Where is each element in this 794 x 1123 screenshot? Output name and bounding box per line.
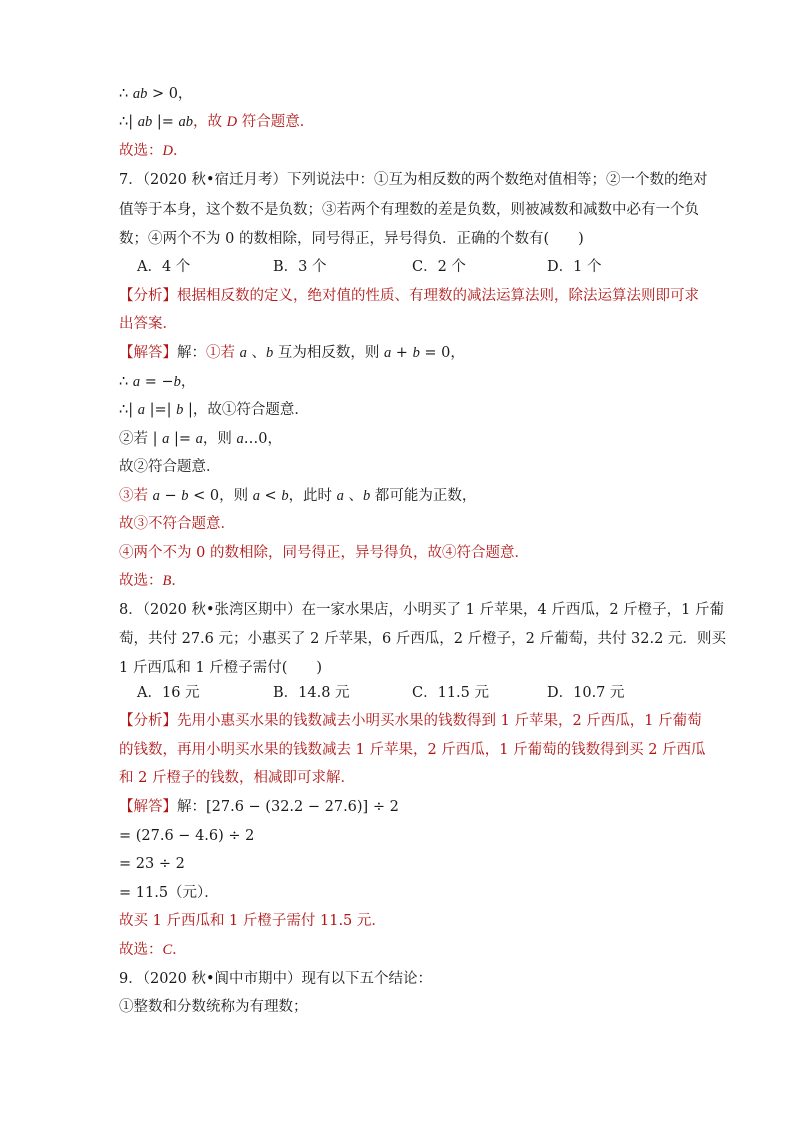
text-line-l24: [119, 740, 706, 760]
text-run: 数；④两个不为 0 的数相除，同号得正，异号得负．正确的个数有( ): [119, 231, 584, 247]
text-run: a: [236, 431, 244, 447]
text-run: 【分析】根据相反数的定义，绝对值的性质、有理数的减法运算法则，除法运算法则即可求: [119, 288, 699, 304]
text-line-l13: [119, 429, 282, 449]
text-run: a: [336, 488, 344, 504]
text-run: a: [152, 488, 160, 504]
text-run: |，故①符合题意．: [183, 402, 309, 418]
text-run: b: [281, 488, 289, 504]
text-run: 、: [246, 345, 266, 361]
q8-option-0: A．16 元: [137, 685, 200, 701]
text-run: < 0，则: [188, 488, 253, 504]
q8-option-1: B．14.8 元: [273, 685, 350, 701]
text-run: ，故: [193, 114, 227, 130]
text-run: 【解答】: [119, 345, 177, 361]
text-line-l28: [119, 854, 185, 874]
text-run: …0，: [243, 431, 282, 447]
text-run: 和 2 斤橙子的钱数，相减即可求解．: [119, 770, 355, 786]
text-line-l21: [119, 658, 322, 678]
text-run: ab: [178, 114, 193, 130]
text-line-l8: [119, 286, 699, 306]
text-run: D: [162, 143, 173, 159]
text-run: a: [162, 431, 170, 447]
text-run: = −: [140, 374, 174, 390]
text-run: ③若: [119, 488, 153, 504]
text-line-l5: [119, 200, 699, 220]
text-run: b: [412, 345, 420, 361]
text-run: b: [176, 402, 184, 418]
q7-option-2: C．2 个: [412, 259, 466, 275]
q8-option-3: D．10.7 元: [547, 685, 625, 701]
text-line-l1: [119, 84, 192, 104]
text-run: ①整数和分数统称为有理数；: [119, 999, 308, 1015]
text-run: 7．（2020 秋•宿迁月考）下列说法中：①互为相反数的两个数绝对值相等；②一个数的绝对: [119, 172, 708, 188]
text-line-l15: [119, 486, 476, 506]
text-line-l31: [119, 940, 187, 960]
text-run: a: [137, 402, 145, 418]
text-run: = 0，: [419, 345, 465, 361]
text-run: 萄，共付 27.6 元；小惠买了 2 斤苹果，6 斤西瓜，2 斤橙子，2 斤葡萄，共付 32.2 元．则买: [119, 631, 726, 647]
text-line-l6: [119, 229, 584, 249]
text-run: b: [181, 488, 189, 504]
text-run: 都可能为正数，: [370, 488, 477, 504]
text-run: a: [239, 345, 247, 361]
text-run: ∴: [119, 86, 133, 102]
text-line-l32: [119, 969, 432, 989]
text-run: <: [259, 488, 282, 504]
text-line-l19: [119, 600, 724, 620]
text-run: ④两个不为 0 的数相除，同号得正，异号得负，故④符合题意．: [119, 545, 529, 561]
text-line-l29: [119, 883, 219, 903]
text-run: ∴|: [119, 402, 138, 418]
text-line-l4: [119, 170, 708, 190]
q7-option-1: B．3 个: [273, 259, 327, 275]
text-run: 故买 1 斤西瓜和 1 斤橙子需付 11.5 元．: [119, 913, 386, 929]
text-line-l12: [119, 400, 309, 420]
text-run: 9．（2020 秋•阆中市期中）现有以下五个结论：: [119, 971, 433, 987]
text-run: 出答案．: [119, 316, 177, 332]
text-run: 故②符合题意．: [119, 459, 221, 475]
q7-option-0: A．4 个: [137, 259, 191, 275]
text-line-l14: [119, 457, 221, 477]
text-line-l30: [119, 911, 386, 931]
text-line-l9: [119, 314, 177, 334]
text-run: 的钱数，再用小明买水果的钱数减去 1 斤苹果，2 斤西瓜，1 斤葡萄的钱数得到买 2 斤西瓜: [119, 742, 706, 758]
text-run: +: [391, 345, 413, 361]
text-run: 故选：: [119, 143, 163, 159]
text-run: ①若: [206, 345, 240, 361]
text-run: C: [162, 942, 173, 958]
text-run: > 0，: [147, 86, 193, 102]
text-run: ．: [172, 143, 188, 159]
text-line-l33: [119, 997, 308, 1017]
text-run: −: [159, 488, 182, 504]
text-run: = 11.5（元）．: [119, 885, 219, 901]
text-run: ，: [180, 374, 196, 390]
text-run: D: [226, 114, 238, 130]
text-line-l11: [119, 372, 195, 392]
text-run: 、: [343, 488, 364, 504]
text-line-l2: [119, 112, 314, 132]
text-run: |=: [169, 431, 196, 447]
text-run: = (27.6 − 4.6) ÷ 2: [119, 828, 255, 844]
text-run: a: [195, 431, 203, 447]
text-line-l18: [119, 571, 186, 591]
text-run: a: [132, 374, 141, 390]
text-run: 解：[27.6 − (32.2 − 27.6)] ÷ 2: [177, 799, 399, 815]
text-run: b: [173, 374, 181, 390]
text-line-l16: [119, 514, 235, 534]
text-run: ，此时: [288, 488, 337, 504]
text-run: ab: [132, 86, 148, 102]
text-run: 解：: [177, 345, 206, 361]
text-line-l26: [119, 797, 399, 817]
text-run: 【解答】: [119, 799, 177, 815]
text-line-l23: [119, 711, 702, 731]
text-line-l3: [119, 141, 187, 161]
text-run: 故选：: [119, 573, 163, 589]
text-line-l17: [119, 543, 529, 563]
text-run: ，则: [202, 431, 237, 447]
text-run: 【分析】先用小惠买水果的钱数减去小明买水果的钱数得到 1 斤苹果，2 斤西瓜，1 斤葡萄: [119, 713, 702, 729]
text-line-l25: [119, 768, 355, 788]
text-line-l20: [119, 629, 726, 649]
text-run: |=|: [144, 402, 177, 418]
text-run: b: [265, 345, 274, 361]
text-run: b: [363, 488, 371, 504]
text-line-l10: [119, 343, 465, 363]
text-run: ．: [171, 573, 186, 589]
text-line-l27: [119, 826, 254, 846]
text-run: 1 斤西瓜和 1 斤橙子需付( ): [119, 660, 323, 676]
text-run: ∴: [119, 374, 133, 390]
text-run: 互为相反数，则: [273, 345, 384, 361]
text-run: a: [252, 488, 260, 504]
text-run: ②若 |: [119, 431, 163, 447]
text-run: 符合题意．: [237, 114, 315, 130]
text-run: a: [383, 345, 392, 361]
text-run: ∴|: [119, 114, 138, 130]
text-run: ab: [137, 114, 153, 130]
q7-option-3: D．1 个: [547, 259, 602, 275]
text-run: 值等于本身，这个数不是负数；③若两个有理数的差是负数，则被减数和减数中必有一个负: [119, 202, 699, 218]
text-run: 8．（2020 秋•张湾区期中）在一家水果店，小明买了 1 斤苹果，4 斤西瓜，2 斤橙子，1 斤葡: [119, 602, 724, 618]
text-run: 故选：: [119, 942, 163, 958]
q8-option-2: C．11.5 元: [412, 685, 489, 701]
text-run: B: [162, 573, 172, 589]
text-run: ．: [172, 942, 187, 958]
text-run: = 23 ÷ 2: [119, 856, 185, 872]
text-run: |=: [152, 114, 179, 130]
text-run: 故③不符合题意．: [119, 516, 235, 532]
